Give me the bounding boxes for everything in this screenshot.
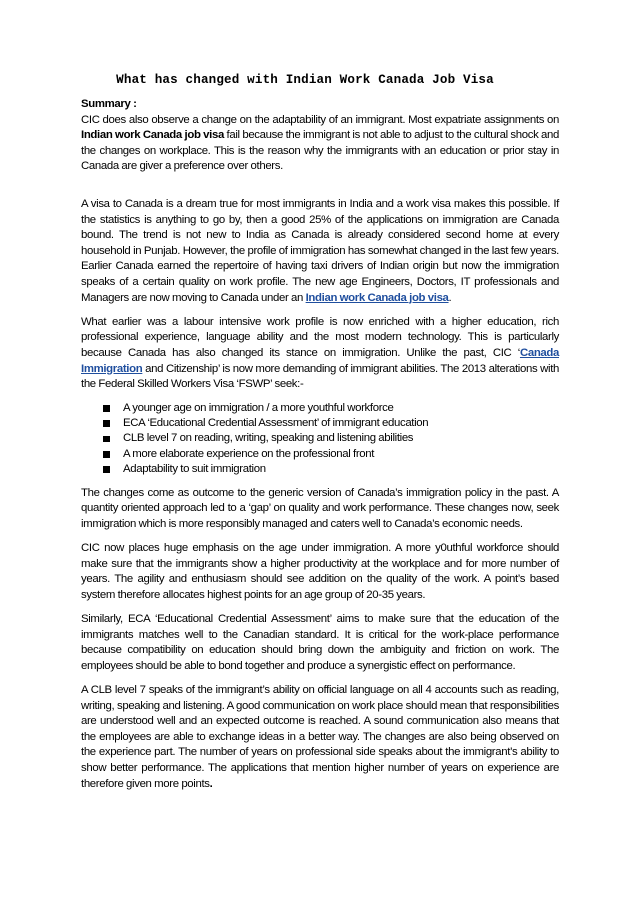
square-bullet-icon	[103, 436, 110, 443]
list-item	[103, 416, 559, 431]
summary-bold-phrase: Indian work Canada job visa	[81, 129, 224, 142]
list-item-text: ECA ‘Educational Credential Assessment’ of immigrant education	[123, 416, 429, 429]
paragraph-age-emphasis: CIC now places huge emphasis on the age under immigration. A more y0uthful workforce should make sure that the immigrants show a higher productivity at the workplace and for more number of years. The agility and enthusiasm should see addition on the quality of the work. A point’s based system therefore allocates highest points for an age group of 20-35 years.	[81, 542, 559, 601]
summary-paragraph	[81, 113, 559, 175]
paragraph-visa-dream-text: A visa to Canada is a dream true for most immigrants in India and a work visa makes this possible. If the statistics is anything to go by, then a good 25% of the applications on immigration are Canada bound. The trend is not new to India as Canada is already considered second home at every household in Punjab. However, the profile of immigration has somewhat changed in the last few years. Earlier Canada earned the repertoire of having taxi drivers of Indian origin but now the immigration speaks of a certain quality on work profile. The new age Engineers, Doctors, IT professionals and Managers are now moving to Canada under an	[81, 197, 559, 304]
list-item-text: Adaptability to suit immigration	[123, 462, 266, 475]
paragraph-clb-level	[81, 683, 559, 792]
square-bullet-icon	[103, 420, 110, 427]
list-item	[103, 431, 559, 446]
list-item-text: CLB level 7 on reading, writing, speaking and listening abilities	[123, 432, 414, 445]
paragraph-visa-dream-end: .	[448, 291, 452, 304]
summary-text-end: fail because the immigrant is not able to adjust to the cultural shock and the changes on workplace. This is the reason why the immigrants with an education or prior stay in Canada are giver a preference over others.	[81, 129, 559, 173]
paragraph-work-profile-text: What earlier was a labour intensive work profile is now enriched with a higher education, rich professional experience, language ability and the most modern technology. This is particularly because Canada has also changed its stance on immigration. Unlike the past, CIC ‘	[81, 315, 559, 359]
square-bullet-icon	[103, 405, 110, 412]
indian-work-visa-link[interactable]: Indian work Canada job visa	[305, 291, 449, 304]
fswp-requirements-list	[81, 401, 559, 477]
paragraph-end-mark: .	[209, 777, 213, 790]
summary-text-start: CIC does also observe a change on the adaptability of an immigrant. Most expatriate assignments on	[81, 113, 559, 126]
square-bullet-icon	[103, 466, 110, 473]
list-item	[103, 401, 559, 416]
summary-heading: Summary :	[81, 98, 137, 110]
paragraph-visa-dream	[81, 197, 559, 306]
paragraph-policy-outcome: The changes come as outcome to the generic version of Canada’s immigration policy in the past. A quantity oriented approach led to a ‘gap’ on quality and work performance. These changes now, seek immigration which is more responsibly managed and caters well to Canada’s economic needs.	[81, 486, 559, 530]
document-title: What has changed with Indian Work Canada Job Visa	[116, 73, 494, 87]
list-item-text: A younger age on immigration / a more youthful workforce	[123, 401, 394, 414]
summary-section	[81, 97, 559, 175]
document-body	[81, 97, 559, 792]
square-bullet-icon	[103, 451, 110, 458]
list-item-text: A more elaborate experience on the professional front	[123, 447, 375, 460]
paragraph-eca: Similarly, ECA ‘Educational Credential Assessment’ aims to make sure that the education of the immigrants matches well to the Canadian standard. It is critical for the work-place performance because compatibility on education should bring down the ambiguity and friction on work. The employees should be able to bond together and produce a synergistic effect on performance.	[81, 613, 559, 672]
canada-immigration-link[interactable]: Canada Immigration	[81, 346, 559, 375]
paragraph-work-profile	[81, 315, 559, 393]
list-item	[103, 462, 559, 477]
list-item	[103, 447, 559, 462]
paragraph-work-profile-end: and Citizenship’ is now more demanding of immigrant abilities. The 2013 alterations with the Federal Skilled Workers Visa ‘FSWP’ seek:-	[81, 362, 559, 391]
paragraph-clb-level-text: A CLB level 7 speaks of the immigrant’s ability on official language on all 4 accounts such as reading, writing, speaking and listening. A good communication on work place should mean that responsibilities are understood well and an expected outcome is reached. A sound communication also means that the employees are able to exchange ideas in a better way. The changes are also being observed on the experience part. The number of years on professional side speaks about the immigrant’s ability to show better performance. The applications that mention higher number of years on experience are therefore given more points	[81, 684, 559, 790]
